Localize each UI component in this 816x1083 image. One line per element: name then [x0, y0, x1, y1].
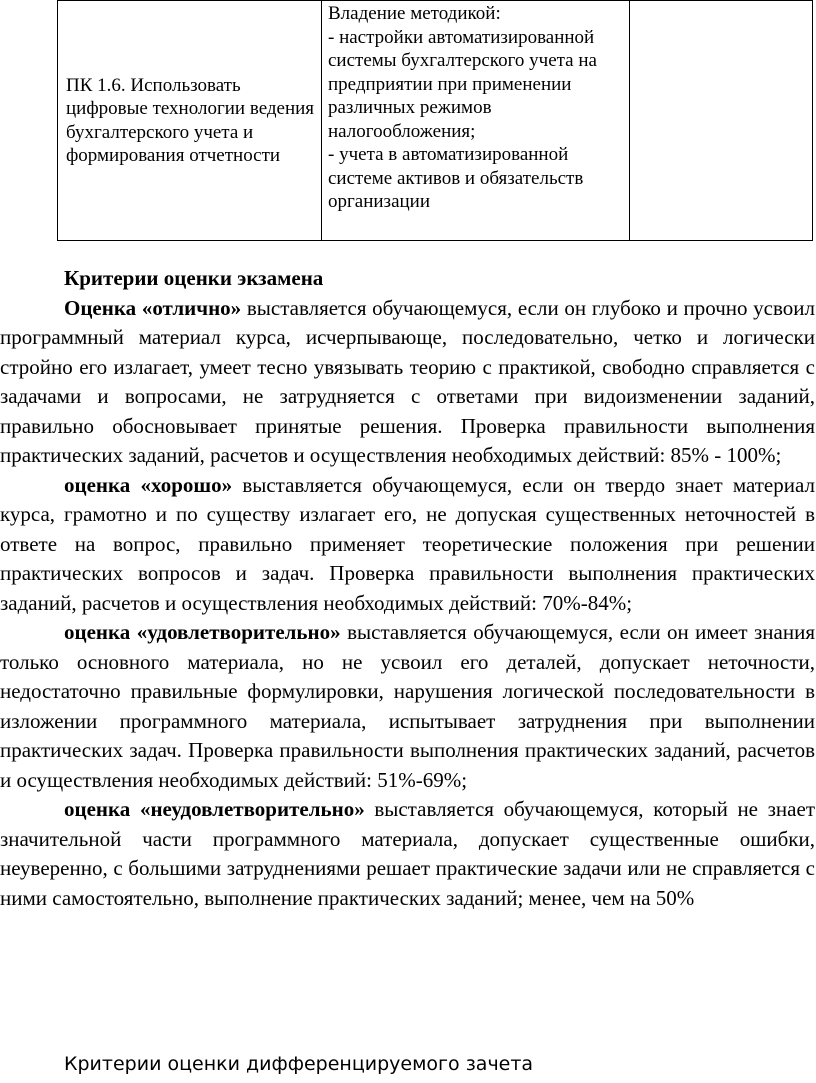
method-line: Владение методикой:: [328, 3, 501, 24]
method-line: - настройки автоматизированной системы бухгалтерского учета на предприятии при применении различных режимов налогообложения;: [328, 26, 597, 142]
grade-label: оценка «неудовлетворительно»: [64, 797, 365, 821]
competency-text: ПК 1.6. Использовать цифровые технологии ведения бухгалтерского учета и формирования отчетности: [66, 74, 315, 166]
criteria-heading: Критерии оценки экзамена: [64, 266, 324, 290]
grade-satisfactory-paragraph: [0, 618, 816, 795]
grade-good-paragraph: [0, 471, 816, 619]
grade-description: выставляется обучающемуся, если он твердо знает материал курса, грамотно и по существу излагает его, не допуская существенных неточностей в ответе на вопрос, правильно применяет теоретические положения при решении практических вопросов и задач. Проверка правильности выполнения практических заданий, расчетов и осуществления необходимых действий: 70%-84%;: [0, 472, 815, 615]
credit-criteria-heading: Критерии оценки дифференцируемого зачета: [64, 1053, 534, 1075]
table-row: [58, 1, 813, 241]
empty-cell: [630, 1, 813, 241]
grade-excellent-paragraph: [0, 294, 816, 471]
grade-description: выставляется обучающемуся, который не знает значительной части программного материала, допускает существенные ошибки, неуверенно, с большими затруднениями решает практические задачи или не справляется с ними самостоятельно, выполнение практических заданий; менее, чем на 50%: [0, 797, 815, 910]
criteria-section: [0, 264, 816, 913]
competency-cell: [58, 1, 322, 241]
grade-description: выставляется обучающемуся, если он глубоко и прочно усвоил программный материал курса, исчерпывающе, последовательно, четко и логически стройно его излагает, умеет тесно увязывать теорию с практикой, свободно справляется с задачами и вопросами, не затрудняется с ответами при видоизменении заданий, правильно обосновывает принятые решения. Проверка правильности выполнения практических заданий, расчетов и осуществления необходимых действий: 85% - 100%;: [0, 295, 815, 467]
method-line: - учета в автоматизированной системе активов и обязательств организации: [328, 144, 584, 212]
grade-label: Оценка «отлично»: [64, 295, 242, 320]
grade-description: выставляется обучающемуся, если он имеет знания только основного материала, но не усвоил его деталей, допускает неточности, недостаточно правильные формулировки, нарушения логической последовательности в изложении программного материала, испытывает затруднения при выполнении практических задач. Проверка правильности выполнения практических заданий, расчетов и осуществления необходимых действий: 51%-69%;: [0, 620, 815, 792]
method-cell: [322, 1, 630, 241]
grade-unsatisfactory-paragraph: [0, 795, 816, 913]
competency-table: [57, 0, 813, 241]
grade-label: оценка «удовлетворительно»: [64, 620, 341, 644]
grade-label: оценка «хорошо»: [64, 472, 233, 497]
